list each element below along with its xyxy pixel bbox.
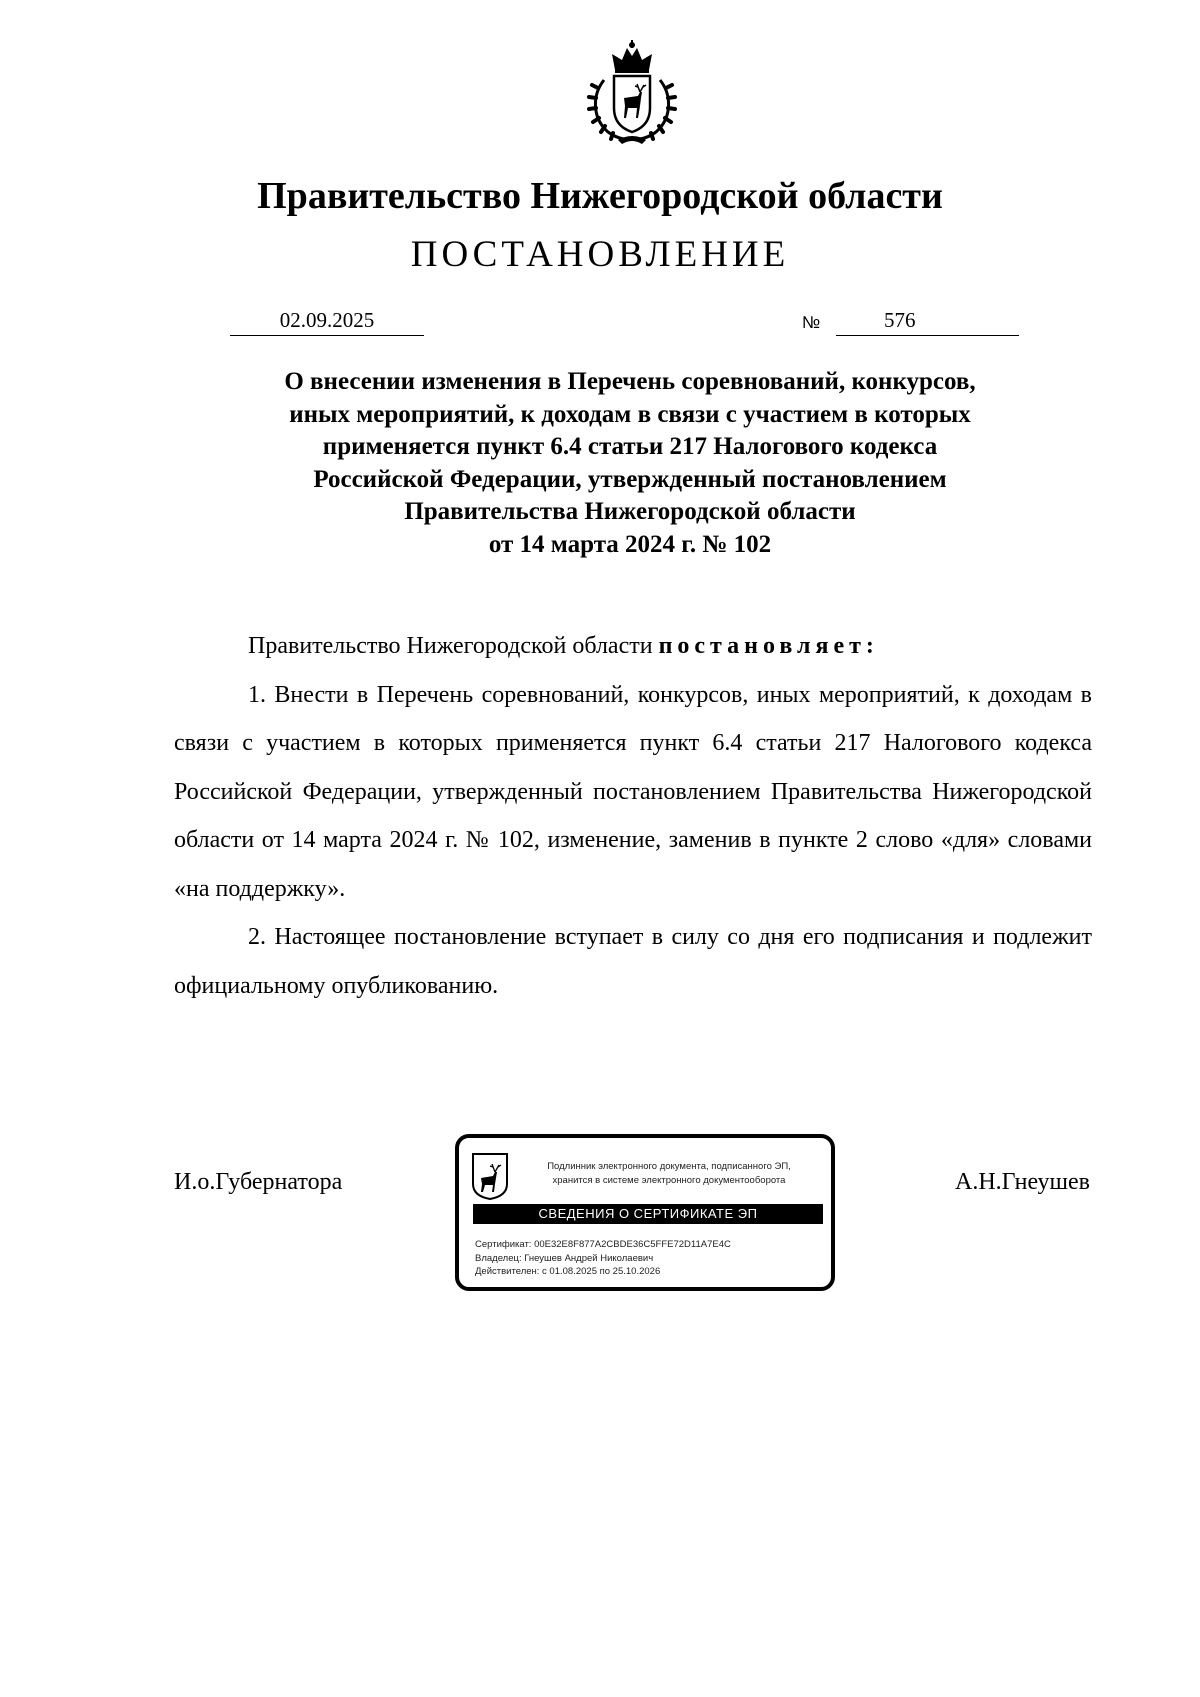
paragraph-2: 2. Настоящее постановление вступает в силу со дня его подписания и подлежит официальному опубликованию. — [174, 924, 1092, 999]
organization-title: Правительство Нижегородской области — [257, 175, 943, 217]
signatory-title: И.о.Губернатора — [174, 1169, 343, 1195]
subject-line: Российской Федерации, утвержденный постановлением — [313, 465, 947, 493]
certificate-owner: Владелец: Гнеушев Андрей Николаевич — [475, 1252, 654, 1264]
preamble-emphasis: постановляет: — [658, 633, 879, 659]
certificate-validity: Действителен: с 01.08.2025 по 25.10.2026 — [475, 1266, 661, 1277]
subject-line: применяется пункт 6.4 статьи 217 Налогового кодекса — [322, 433, 938, 460]
document-number-field — [836, 305, 1019, 336]
paragraph-1: 1. Внести в Перечень соревнований, конкурсов, иных мероприятий, к доходам в связи с участием в которых применяется пункт 6.4 статьи 217 Налогового кодекса Российской Федерации, утвержденный постановлением Правительства Нижегородской области от 14 марта 2024 г. № 102, изменение, заменив в пункте 2 слово «для» словами «на поддержку». — [174, 681, 1092, 902]
subject-line: иных мероприятий, к доходам в связи с участием в которых — [289, 400, 971, 428]
electronic-signature-stamp — [455, 1134, 835, 1291]
subject-line: от 14 марта 2024 г. № 102 — [488, 530, 772, 558]
document-subject — [150, 366, 1110, 561]
document-type: ПОСТАНОВЛЕНИЕ — [410, 234, 790, 275]
stamp-note-line: хранится в системе электронного документооборота — [552, 1175, 786, 1186]
subject-line: О внесении изменения в Перечень соревнований, конкурсов, — [284, 368, 976, 395]
preamble-text: Правительство Нижегородской области — [248, 633, 659, 659]
document-body — [174, 622, 1092, 1010]
document-date: 02.09.2025 — [230, 305, 424, 336]
subject-line: Правительства Нижегородской области — [404, 498, 856, 525]
document-number: 576 — [884, 308, 916, 332]
stamp-header: СВЕДЕНИЯ О СЕРТИФИКАТЕ ЭП — [473, 1204, 823, 1224]
certificate-details — [475, 1238, 731, 1279]
deer-emblem-icon — [471, 1152, 509, 1200]
stamp-note — [519, 1160, 819, 1188]
preamble — [174, 622, 1092, 671]
signatory-name: А.Н.Гнеушев — [955, 1169, 1090, 1195]
coat-of-arms-icon — [582, 40, 682, 146]
stamp-note-line: Подлинник электронного документа, подписанного ЭП, — [547, 1161, 791, 1172]
number-sign: № — [802, 313, 821, 332]
certificate-id: Сертификат: 00E32E8F877A2CBDE36C5FFE72D11A7E4C — [475, 1239, 731, 1250]
